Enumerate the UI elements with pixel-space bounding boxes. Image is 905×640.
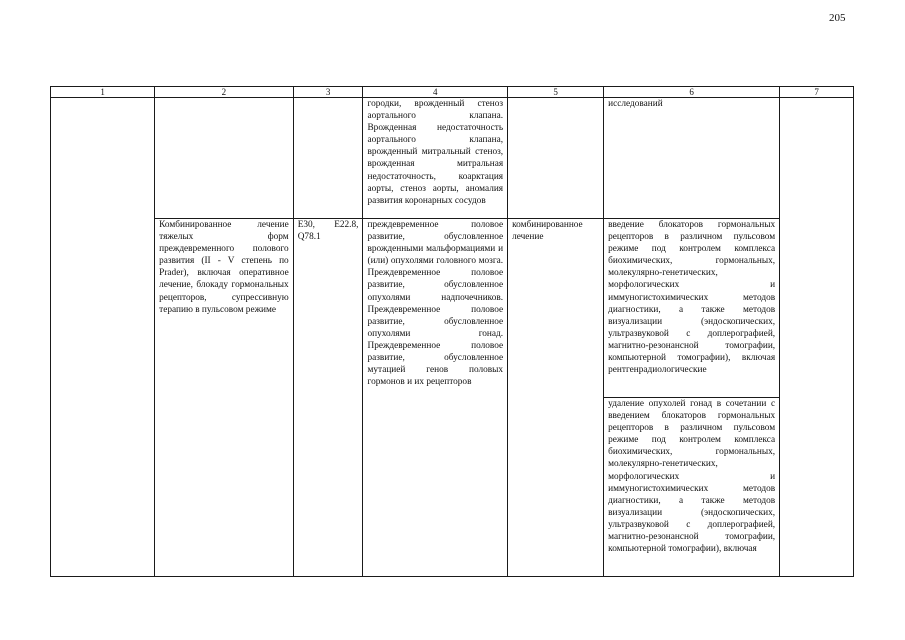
diagnosis-cell	[363, 98, 508, 219]
col3-cell	[293, 98, 363, 219]
table-row	[51, 98, 854, 219]
method-cell	[604, 219, 780, 398]
icd-code-text: E30, E22.8, Q78.1	[297, 220, 359, 243]
col2-cell	[155, 98, 294, 219]
column-number-7: 7	[780, 87, 854, 98]
column-number-row	[51, 87, 854, 98]
method-cell	[604, 98, 780, 219]
diagnosis-cell	[363, 219, 508, 577]
icd-code-cell	[293, 219, 363, 577]
treatment-type-cell	[508, 219, 604, 577]
column-number-2: 2	[155, 87, 294, 98]
table-row	[51, 219, 854, 398]
method-text: исследований	[608, 99, 663, 109]
treatment-type-text: комбинированное лечение	[512, 220, 583, 243]
column-number-6: 6	[604, 87, 780, 98]
care-type-text: Комбинированное лечение тяжелых форм преждевременного полового развития (II - V степень по Prader), включая оперативное лечение, блокаду гормональных рецепторов, супрессивную терапию в пульсовом режиме	[159, 220, 289, 315]
page-number: 205	[829, 12, 846, 24]
col7-cell	[780, 98, 854, 577]
document-table	[50, 86, 854, 577]
method-cell	[604, 398, 780, 577]
method-text: удаление опухолей гонад в сочетании с введением блокаторов гормональных рецепторов в различном пульсовом режиме под контролем комплекса биохимических, гормональных, молекулярно-генетических, морфологических и иммуногистохимических методов диагностики, а также методов визуализации (эндоскопических, ультразвуковой с доплерографией, магнитно-резонансной томографии, компьютерной томографии), включая	[608, 399, 776, 555]
treatment-type-cell	[508, 98, 604, 219]
col1-cell	[51, 98, 155, 577]
diagnosis-text: преждевременное половое развитие, обусловленное врожденными мальформациями и (или) опухолями головного мозга. Преждевременное половое развитие, обусловленное опухолями надпочечников. Преждевременное половое развитие, обусловленное опухолями гонад. Преждевременное половое развитие, обусловленное мутацией генов половых гормонов и их рецепторов	[367, 220, 504, 388]
column-number-1: 1	[51, 87, 155, 98]
column-number-5: 5	[508, 87, 604, 98]
column-number-3: 3	[293, 87, 363, 98]
column-number-4: 4	[363, 87, 508, 98]
care-type-cell	[155, 219, 294, 577]
method-text: введение блокаторов гормональных рецепторов в различном пульсовом режиме под контролем комплекса биохимических, гормональных, молекулярно-генетических, морфологических и иммуногистохимических методов диагностики, а также методов визуализации (эндоскопических, ультразвуковой с доплерографией, магнитно-резонансной томографии, компьютерной томографии), включая рентгенрадиологические	[608, 220, 776, 376]
diagnosis-text: городки, врожденный стеноз аортального клапана. Врожденная недостаточность аортального клапана, врожденный митральный стеноз, врожденная митральная недостаточность, коарктация аорты, стеноз аорты, аномалия развития коронарных сосудов	[367, 99, 504, 206]
